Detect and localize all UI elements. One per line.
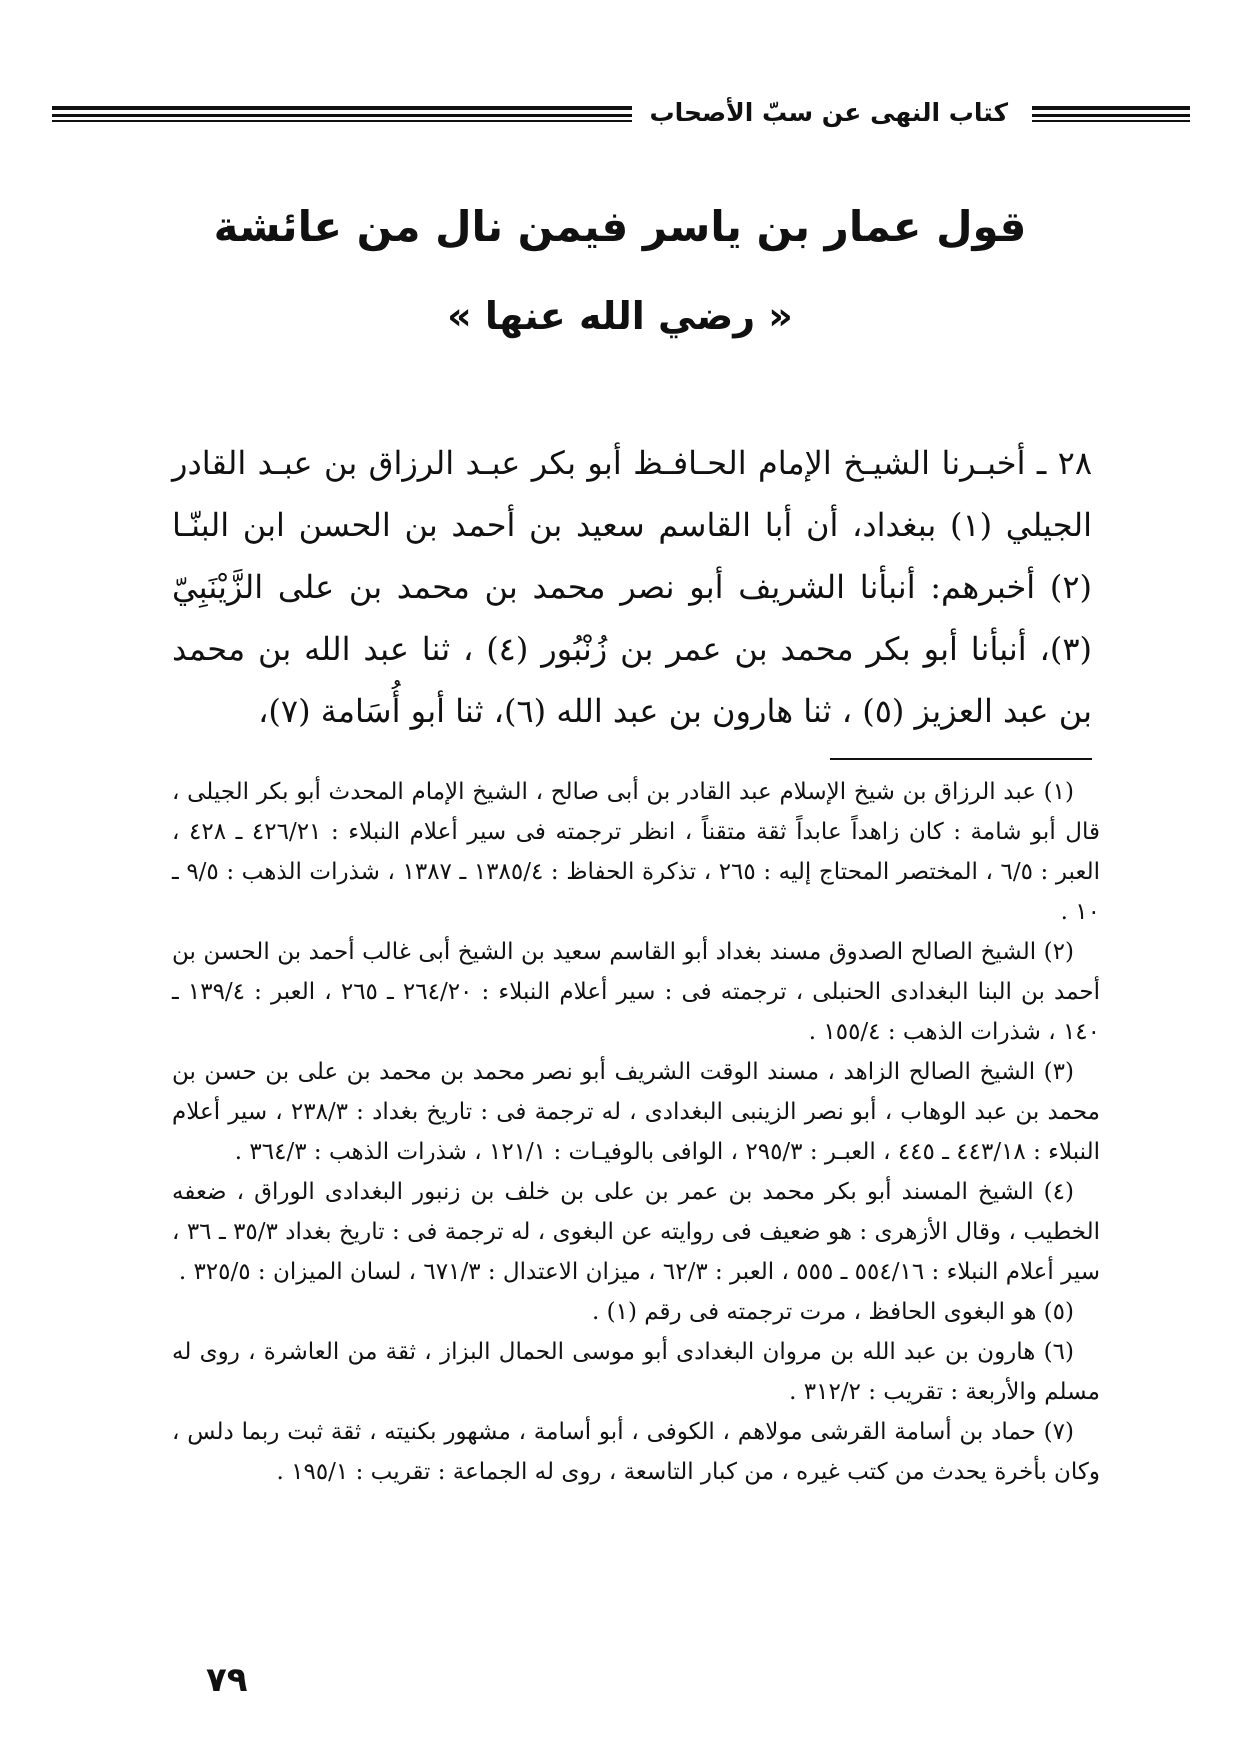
header-rule-left [52,106,632,122]
footnote-6: (٦) هارون بن عبد الله بن مروان البغدادى أبو موسى الحمال البزاز ، ثقة من العاشرة ، روى له مسلم والأربعة : تقريب : ٣١٢/٢ . [172,1339,1100,1405]
chapter-title: قول عمار بن ياسر فيمن نال من عائشة [213,202,1027,251]
footnotes [172,772,1100,1492]
footnote-1: (١) عبد الرزاق بن شيخ الإسلام عبد القادر بن أبى صالح ، الشيخ الإمام المحدث أبو بكر الجيلى ، قال أبو شامة : كان زاهداً عابداً ثقة متقناً ، انظر ترجمته فى سير أعلام النبلاء : ٤٢٦/٢١ ـ ٤٢٨ ، العبر : ٦/٥ ، المختصر المحتاج إليه : ٢٦٥ ، تذكرة الحفاظ : ١٣٨٥/٤ ـ ١٣٨٧ ، شذرات الذهب : ٩/٥ ـ ١٠ . [172,779,1100,925]
chapter-subtitle: « رضي الله عنها » [447,294,793,338]
footnote-3: (٣) الشيخ الصالح الزاهد ، مسند الوقت الشريف أبو نصر محمد بن محمد بن على بن حسن بن محمد بن عبد الوهاب ، أبو نصر الزينبى البغدادى ، له ترجمة فى : تاريخ بغداد : ٢٣٨/٣ ، سير أعلام النبلاء : ٤٤٣/١٨ ـ ٤٤٥ ، العبـر : ٢٩٥/٣ ، الوافى بالوفيـات : ١٢١/١ ، شذرات الذهب : ٣٦٤/٣ . [172,1059,1100,1165]
running-header [52,96,1190,132]
footnote-7: (٧) حماد بن أسامة القرشى مولاهم ، الكوفى ، أبو أسامة ، مشهور بكنيته ، ثقة ثبت ربما دلس ، وكان بأخرة يحدث من كتب غيره ، من كبار التاسعة ، روى له الجماعة : تقريب : ١٩٥/١ . [172,1419,1100,1485]
footnote-5: (٥) هو البغوى الحافظ ، مرت ترجمته فى رقم (١) . [591,1299,1074,1325]
footnote-separator [830,758,1092,760]
footnote-2: (٢) الشيخ الصالح الصدوق مسند بغداد أبو القاسم سعيد بن الشيخ أبى غالب أحمد بن الحسن بن أحمد بن البنا البغدادى الحنبلى ، ترجمته فى : سير أعلام النبلاء : ٢٦٤/٢٠ ـ ٢٦٥ ، العبر : ١٣٩/٤ ـ ١٤٠ ، شذرات الذهب : ١٥٥/٤ . [172,939,1100,1045]
page-number: ٧٩ [206,1660,248,1700]
main-paragraph: ٢٨ ـ أخبـرنا الشيـخ الإمام الحـافـظ أبو بكر عبـد الرزاق بن عبـد القادر الجيلي (١) ببغداد، أن أبا القاسم سعيد بن أحمد بن الحسن ابن البنّـا (٢) أخبرهم: أنبأنا الشريف أبو نصر محمد بن محمد بن على الزَّيْنَبِيّ (٣)، أنبأنا أبو بكر محمد بن عمر بن زُنْبُور (٤) ، ثنا عبد الله بن محمد بن عبد العزيز (٥) ، ثنا هارون بن عبد الله (٦)، ثنا أبو أُسَامة (٧)، [172,444,1093,730]
header-rule-right [1032,106,1190,122]
footnote-4: (٤) الشيخ المسند أبو بكر محمد بن عمر بن على بن خلف بن زنبور البغدادى الوراق ، ضعفه الخطيب ، وقال الأزهرى : هو ضعيف فى روايته عن البغوى ، له ترجمة فى : تاريخ بغداد ٣٥/٣ ـ ٣٦ ، سير أعلام النبلاء : ٥٥٤/١٦ ـ ٥٥٥ ، العبر : ٦٢/٣ ، ميزان الاعتدال : ٦٧١/٣ ، لسان الميزان : ٣٢٥/٥ . [172,1179,1100,1285]
book-title: كتاب النهى عن سبّ الأصحاب [637,96,1020,130]
